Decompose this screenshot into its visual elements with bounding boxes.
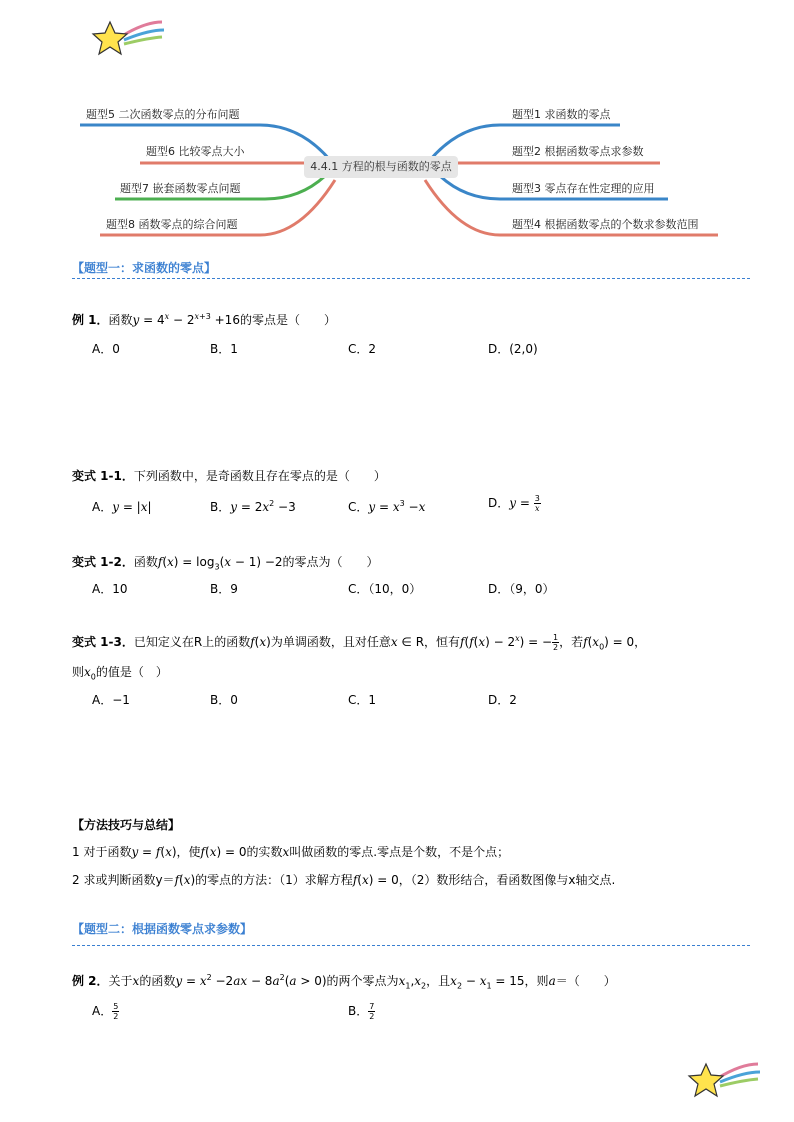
summary-title: 【方法技巧与总结】 [72,818,181,832]
example-2-label: 例 2． [72,974,109,988]
mindmap-left-2: 题型6 比较零点大小 [146,145,245,158]
mindmap-right-4: 题型4 根据函数零点的个数求参数范围 [512,218,699,231]
variant-1-2-option-d: D．（9，0） [488,582,555,596]
mindmap-left-1: 题型5 二次函数零点的分布问题 [86,108,240,121]
variant-1-1-option-c: C．$y = x^3 -x$ [348,499,426,514]
example-1-option-b: B．1 [210,342,238,356]
section1-divider [72,278,750,279]
mindmap-left-3: 题型7 嵌套函数零点问题 [120,182,241,195]
variant-1-2-option-c: C．（10，0） [348,582,422,596]
mindmap-right-2: 题型2 根据函数零点求参数 [512,145,644,158]
mindmap-left-4: 题型8 函数零点的综合问题 [106,218,238,231]
summary-line-2: 2 求或判断函数y＝f(x)的零点的方法：（1）求解方程f(x) = 0，（2）数形结合，看函数图像与x轴交点. [72,873,616,887]
variant-1-1-option-b: B．$y = 2x^2 -3$ [210,499,296,514]
example-1-pre: 函数 [108,313,133,327]
example-1-label: 例 1． [72,313,109,327]
example-2-question: 例 2．关于x的函数$y = x^2 -2ax - 8a^2(a > 0)$的两个零点为$x_1,x_2$，且$x_2 - x_1 = 15$，则a＝（ ） [72,973,616,991]
section2-divider [72,945,750,946]
summary-line-1: 1 对于函数y = f(x)，使f(x) = 0的实数x叫做函数的零点.零点是个数，不是个点； [72,845,510,859]
variant-1-2-option-a: A．10 [92,582,128,596]
variant-1-3-option-b: B．0 [210,693,238,707]
variant-1-1-label: 变式 1-1． [72,469,134,483]
variant-1-3-question-line1: 变式 1-3．已知定义在R上的函数f(x)为单调函数，且对任意x ∈ R，恒有$f(f(x) - 2^x)$ = − $\frac{1}{2}$ ，若$f(x_0) = 0$， [72,633,647,652]
variant-1-3-question-line2: 则$x_0$的值是（ ） [72,665,168,682]
variant-1-3-option-a: A．−1 [92,693,130,707]
example-1-option-a: A．0 [92,342,120,356]
mindmap-branches [0,0,794,250]
variant-1-2-question: 变式 1-2．函数$f(x) = \log_3(x - 1) -2$的零点为（ ） [72,555,379,572]
section1-title: 【题型一：求函数的零点】 [72,261,217,275]
example-1-post: 的零点是（ ） [239,313,336,327]
variant-1-3-label: 变式 1-3． [72,635,134,649]
star-decoration-bottom [686,1056,766,1102]
example-2-option-b: B． $\frac{7}{2}$ [348,1002,375,1021]
variant-1-1-question [72,467,386,484]
variant-1-1-text: 下列函数中，是奇函数且存在零点的是（ ） [133,469,386,483]
example-1-option-d: D．(2,0) [488,342,538,356]
variant-1-2-option-b: B．9 [210,582,238,596]
variant-1-1-option-d: D．y = $\frac{3}{x}$ [488,494,540,513]
mindmap-right-1: 题型1 求函数的零点 [512,108,611,121]
variant-1-2-label: 变式 1-2． [72,555,134,569]
example-1-question: 例 1．函数$y = 4^x - 2^{x+3} +16$的零点是（ ） [72,312,336,327]
variant-1-1-option-a: A．y = |x| [92,500,152,514]
variant-1-3-option-c: C．1 [348,693,377,707]
example-2-option-a: A． $\frac{5}{2}$ [92,1002,119,1021]
section2-title: 【题型二：根据函数零点求参数】 [72,922,253,936]
mindmap-center-node: 4.4.1 方程的根与函数的零点 [304,156,458,178]
variant-1-3-option-d: D．2 [488,693,517,707]
example-1-option-c: C．2 [348,342,377,356]
mindmap-right-3: 题型3 零点存在性定理的应用 [512,182,655,195]
